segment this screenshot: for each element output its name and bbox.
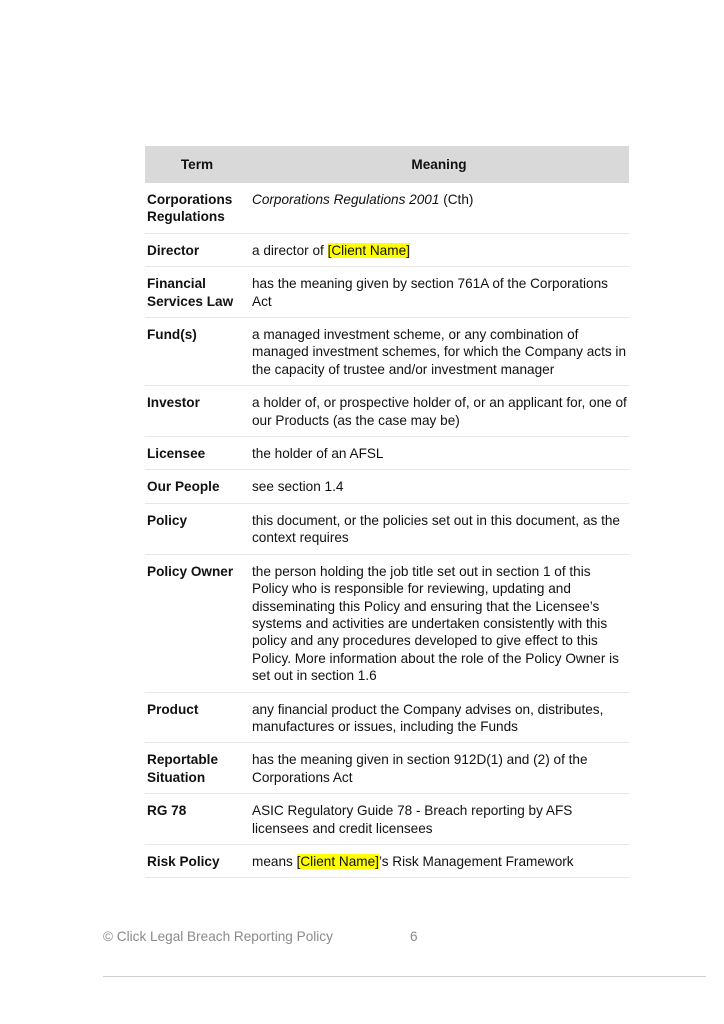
term-cell: Reportable Situation (145, 743, 249, 794)
meaning-cell: any financial product the Company advises on, distributes, manufactures or issues, including the Funds (249, 692, 629, 743)
meaning-cell: has the meaning given in section 912D(1) and (2) of the Corporations Act (249, 743, 629, 794)
meaning-text: (Cth) (439, 192, 474, 207)
table-row (145, 437, 629, 470)
term-cell: Policy (145, 503, 249, 554)
table-row (145, 743, 629, 794)
table-row (145, 692, 629, 743)
table-row (145, 233, 629, 266)
term-cell: Fund(s) (145, 318, 249, 386)
term-cell: Investor (145, 386, 249, 437)
meaning-cell: the person holding the job title set out in section 1 of this Policy who is responsible for reviewing, updating and disseminating this Policy and ensuring that the Licensee’s systems and activities are undertaken consistently with this policy and any procedures developed to give effect to this Policy. More information about the role of the Policy Owner is set out in section 1.6 (249, 554, 629, 692)
term-cell: Corporations Regulations (145, 183, 249, 233)
table-row (145, 386, 629, 437)
term-cell: RG 78 (145, 794, 249, 845)
table-header-row (145, 146, 629, 183)
term-cell: Licensee (145, 437, 249, 470)
footer-text: © Click Legal Breach Reporting Policy (103, 929, 333, 944)
meaning-text: ’s Risk Management Framework (378, 853, 574, 869)
definitions-table (145, 146, 629, 878)
header-term: Term (145, 146, 249, 183)
table-row (145, 503, 629, 554)
meaning-text: means (252, 853, 297, 869)
meaning-cell: a holder of, or prospective holder of, or an applicant for, one of our Products (as the case may be) (249, 386, 629, 437)
term-cell: Our People (145, 470, 249, 503)
meaning-cell: a managed investment scheme, or any combination of managed investment schemes, for which the Company acts in the capacity of trustee and/or investment manager (249, 318, 629, 386)
table-row (145, 470, 629, 503)
meaning-cell: has the meaning given by section 761A of the Corporations Act (249, 267, 629, 318)
term-cell: Financial Services Law (145, 267, 249, 318)
meaning-cell (249, 233, 629, 266)
table-row (145, 794, 629, 845)
client-name-placeholder: [Client Name] (327, 242, 410, 258)
meaning-italic: Corporations Regulations 2001 (252, 192, 440, 207)
page-number: 6 (410, 929, 418, 944)
meaning-cell: this document, or the policies set out in this document, as the context requires (249, 503, 629, 554)
page-footer (103, 929, 418, 944)
footer-divider (103, 976, 706, 977)
term-cell: Product (145, 692, 249, 743)
table-row (145, 267, 629, 318)
meaning-cell: ASIC Regulatory Guide 78 - Breach reporting by AFS licensees and credit licensees (249, 794, 629, 845)
meaning-cell (249, 844, 629, 877)
term-cell: Risk Policy (145, 844, 249, 877)
meaning-cell (249, 183, 629, 233)
term-cell: Director (145, 233, 249, 266)
term-cell: Policy Owner (145, 554, 249, 692)
table-row (145, 844, 629, 877)
table-row (145, 318, 629, 386)
header-meaning: Meaning (249, 146, 629, 183)
table-row (145, 183, 629, 233)
meaning-cell: see section 1.4 (249, 470, 629, 503)
table-row (145, 554, 629, 692)
meaning-text: a director of (252, 242, 328, 258)
client-name-placeholder: [Client Name] (296, 853, 379, 869)
meaning-cell: the holder of an AFSL (249, 437, 629, 470)
